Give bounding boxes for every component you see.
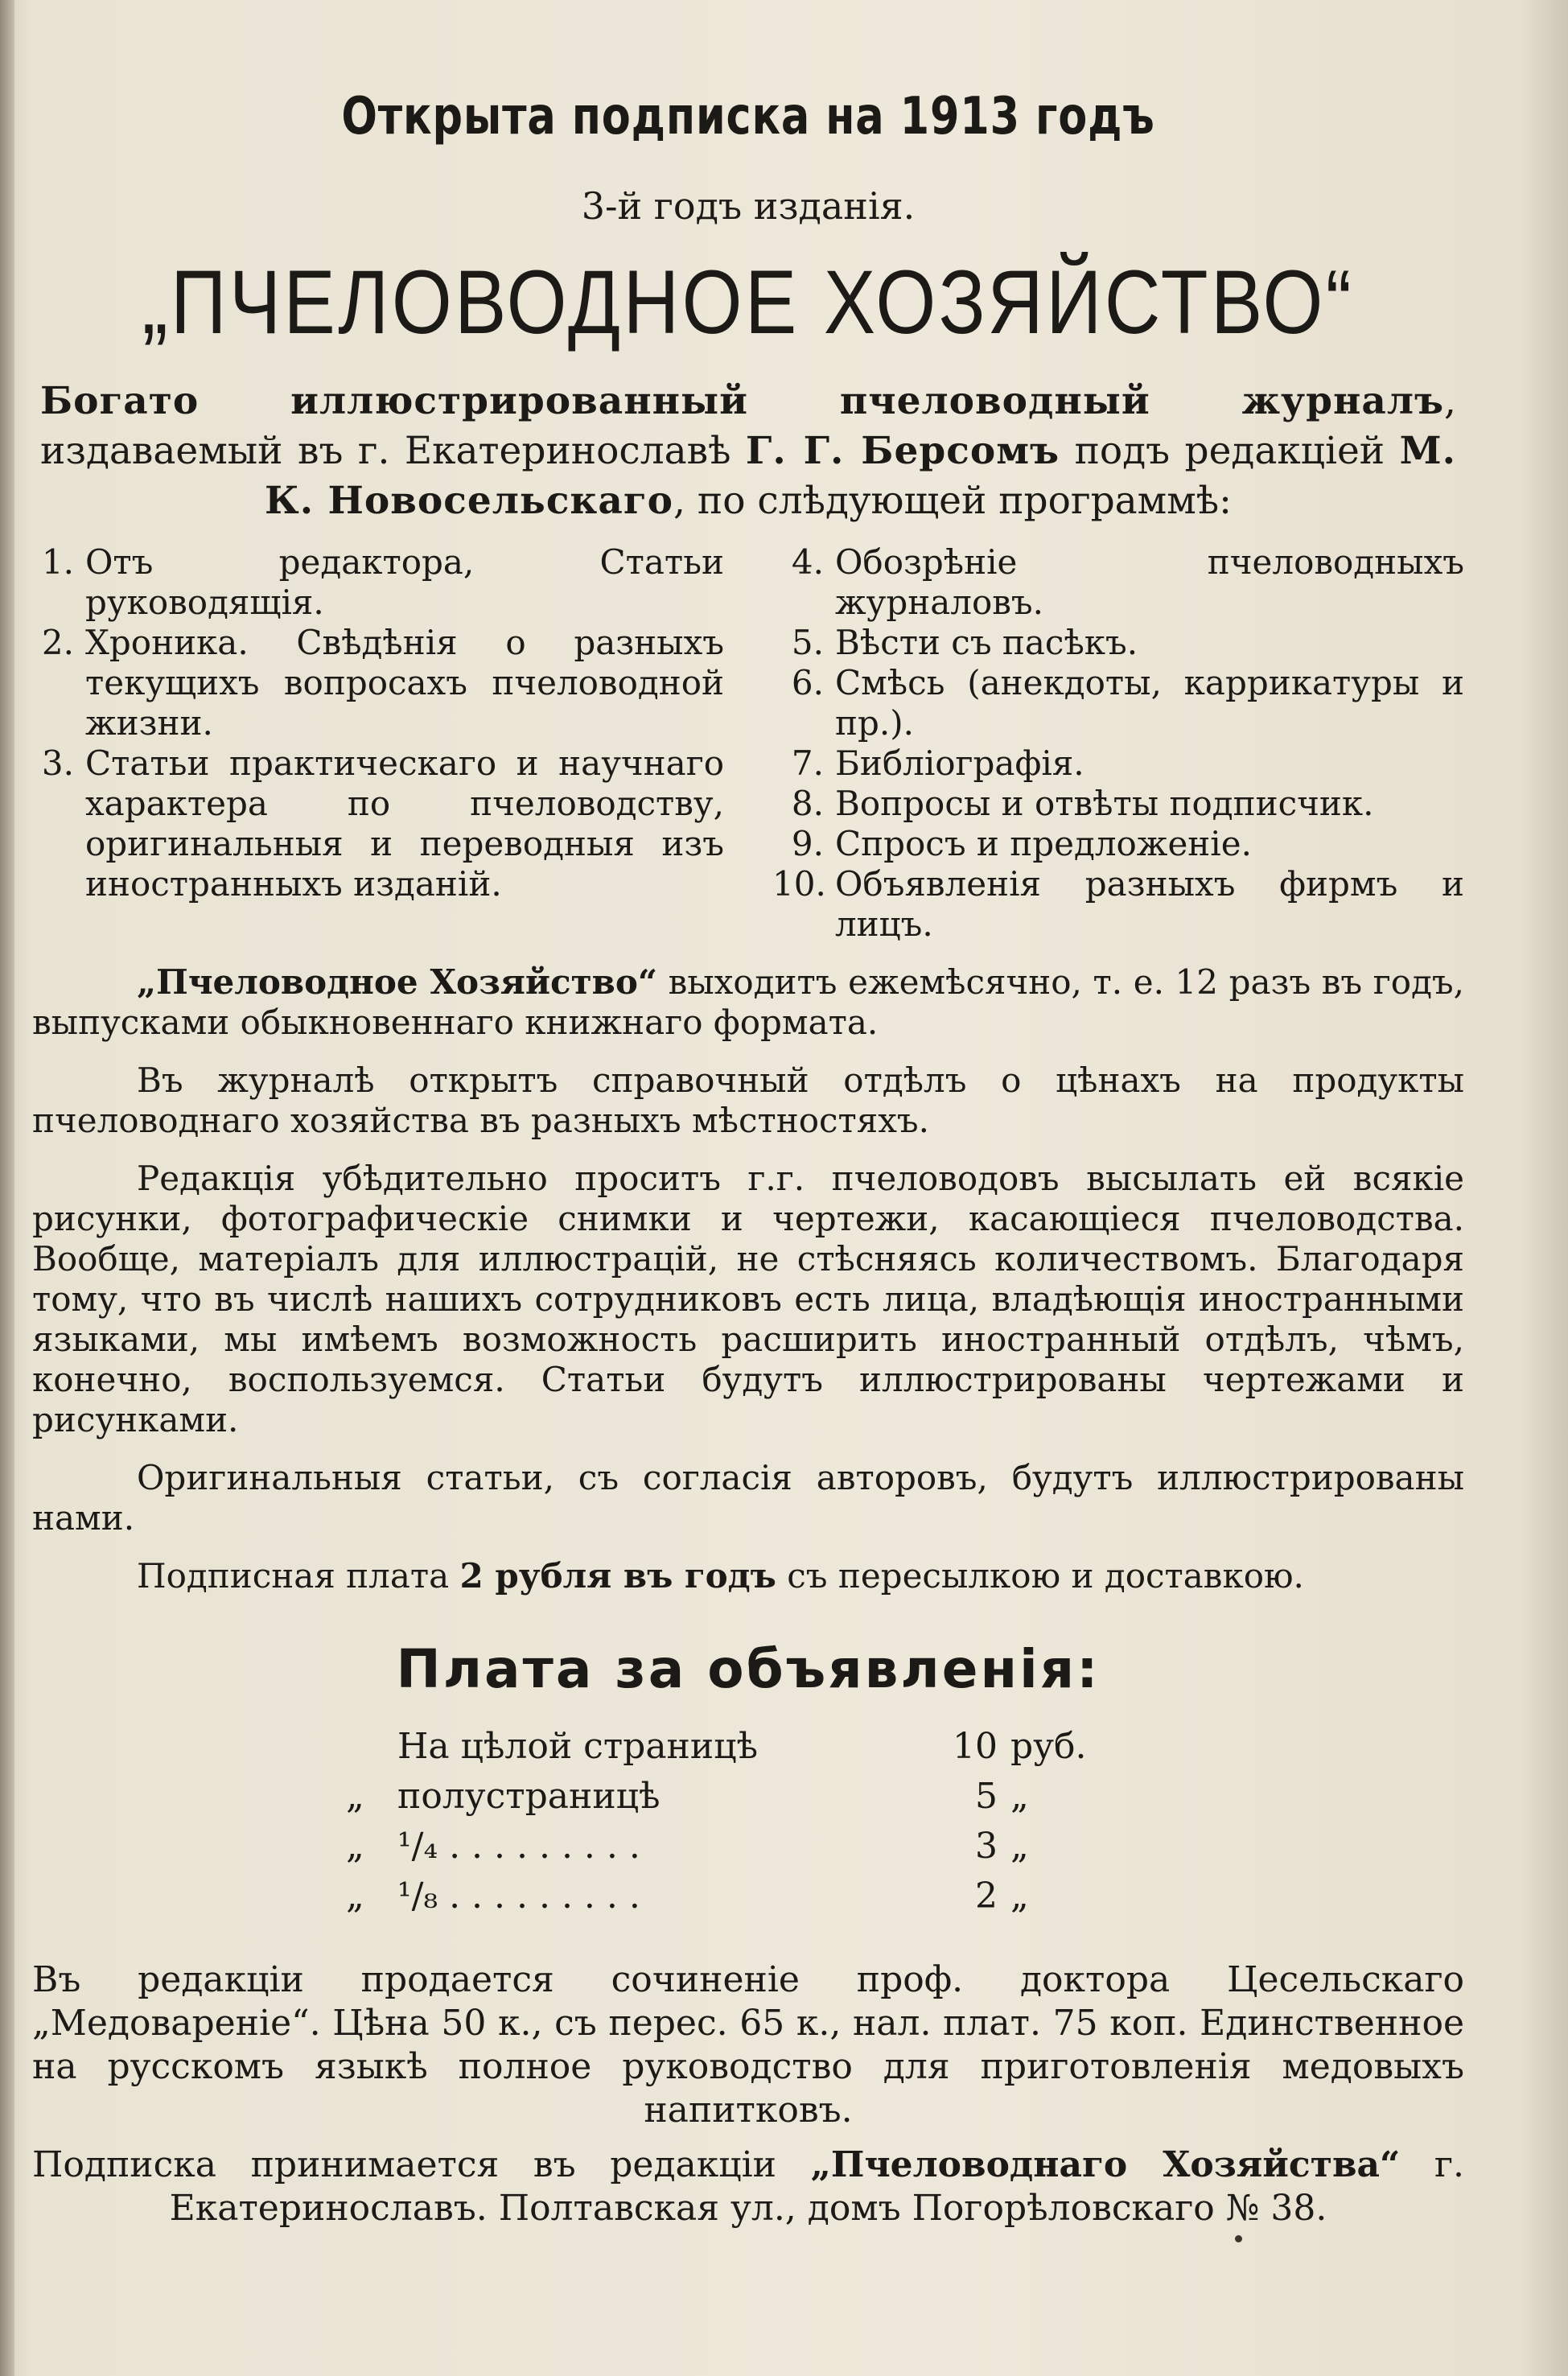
footer-address [32,2143,1464,2230]
program-item-number: 3. [41,743,74,783]
program-column-right [772,542,1464,945]
footer-text-a: Подписка принимается въ редакціи [32,2144,811,2185]
program-item-text: Смѣсь (анекдоты, каррикатуры и пр.). [835,663,1464,743]
subscription-price-text-b: съ пересылкою и доставкою. [776,1556,1304,1596]
header [32,80,1464,359]
ads-row-label: На цѣлой страницѣ [397,1726,759,1767]
program-item [772,864,1464,945]
ads-row-unit: „ [1010,1826,1029,1867]
program-item [32,743,724,904]
program-item-text: Вопросы и отвѣты подписчик. [835,784,1374,823]
subscription-heading: Открыта подписка на 1913 годъ [341,87,1155,146]
ads-row-label-cell [346,1772,845,1822]
program-item-text: Вѣсти съ пасѣкъ. [835,623,1138,662]
ads-price-table [346,1722,1150,1921]
intro-text-2: подъ редакціей [1060,429,1400,473]
ads-row-price: 2 [975,1876,998,1917]
program-column-left [32,542,724,945]
program-item-text: Отъ редактора, Статьи руководящія. [85,542,724,622]
intro-bold-lead: Богато иллюстрированный пчеловодный журналъ [40,379,1445,423]
subscription-price-amount: 2 рубля въ годъ [459,1556,776,1596]
program-item [772,743,1464,784]
journal-title: „ПЧЕЛОВОДНОЕ ХОЗЯЙСТВО“ [142,252,1355,352]
ink-dot [1235,2235,1242,2242]
paragraph-subscription-price [32,1556,1464,1596]
ads-row [346,1822,1150,1872]
ditto-mark: „ [346,1876,364,1917]
intro-text-3: , по слѣдующей программѣ: [673,479,1232,523]
paragraph-frequency-text: выходитъ ежемѣсячно, т. е. 12 разъ въ годъ, выпусками обыкновеннаго книжнаго формата. [32,962,1464,1042]
program-item-number: 2. [41,623,74,662]
footer-text-b: г. Екатеринославъ. Полтавская ул., домъ Погорѣловскаго № 38. [169,2144,1465,2229]
journal-name-inline: „Пчеловодное Хозяйство“ [137,962,658,1002]
program-item-number: 6. [791,663,824,702]
program-item-number: 9. [791,824,824,863]
program-item [32,623,724,743]
program-item-number: 7. [791,743,824,783]
program-item-text: Обозрѣніе пчеловодныхъ журналовъ. [835,542,1464,622]
ads-row-unit: „ [1010,1776,1029,1817]
page-edge-shadow [1520,0,1568,2376]
program-item-text: Спросъ и предложеніе. [835,824,1252,863]
program-item-number: 5. [791,623,824,662]
ads-row-label: ¹/₄ . . . . . . . . . [397,1826,640,1867]
ads-row-price: 10 [953,1726,998,1767]
paragraph-illustrations: Редакція убѣдительно проситъ г.г. пчеловодовъ высылать ей всякіе рисунки, фотографическіе снимки и чертежи, касающіеся пчеловодства. Вообще, матеріалъ для иллюстрацій, не стѣсняясь количествомъ. Благодаря тому, что въ числѣ нашихъ сотрудниковъ есть лица, владѣющія иностранными языками, мы имѣемъ возможность расширить иностранный отдѣлъ, чѣмъ, конечно, воспользуемся. Статьи будутъ иллюстрированы чертежами и рисунками. [32,1159,1464,1439]
ads-row-price: 3 [975,1826,998,1867]
subscription-price-text-a: Подписная плата [137,1556,460,1596]
ads-row-label: полустраницѣ [397,1776,661,1817]
ads-row [346,1872,1150,1921]
editor-name: М. К. Новосельскаго [265,429,1456,523]
book-notice: Въ редакціи продается сочиненіе проф. доктора Цесельскаго „Медовареніе“. Цѣна 50 к., съ перес. 65 к., нал. плат. 75 коп. Единственное на русскомъ языкѣ полное руководство для приготовленія медовыхъ напитковъ. [32,1959,1464,2131]
ads-row-unit: „ [1010,1876,1029,1917]
paragraph-frequency [32,962,1464,1043]
program-item [32,542,724,623]
page-spine-shadow [0,0,14,2376]
program-item-number: 8. [791,784,824,823]
ads-row-unit: руб. [1010,1726,1087,1767]
ads-row-label-cell [346,1822,845,1872]
program-item [772,824,1464,864]
ads-row-label-cell [346,1872,845,1921]
ads-row-label: ¹/₈ . . . . . . . . . [397,1876,640,1917]
paragraph-original-articles: Оригинальныя статьи, съ согласія авторовъ, будутъ иллюстрированы нами. [32,1458,1464,1538]
document-body [32,80,1464,2230]
ditto-mark: „ [346,1776,364,1817]
ads-row-price: 5 [975,1776,998,1817]
program-item [772,663,1464,743]
paragraph-prices-section: Въ журналѣ открытъ справочный отдѣлъ о цѣнахъ на продукты пчеловоднаго хозяйства въ разныхъ мѣстностяхъ. [32,1060,1464,1140]
program-item [772,623,1464,663]
program-list [32,542,1464,945]
ads-heading: Плата за объявленія: [396,1638,1101,1700]
ads-row [346,1722,1150,1772]
program-item-number: 1. [41,542,74,582]
program-item-text: Библіографія. [835,743,1084,783]
program-item [772,784,1464,824]
ads-row-label-cell [346,1722,845,1772]
footer-journal-name: „Пчеловоднаго Хозяйства“ [810,2144,1401,2185]
program-item-text: Хроника. Свѣдѣнія о разныхъ текущихъ вопросахъ пчеловодной жизни. [85,623,724,743]
ads-row [346,1772,1150,1822]
ditto-mark: „ [346,1826,364,1867]
program-item-text: Объявленія разныхъ фирмъ и лицъ. [835,864,1464,944]
publisher-name: Г. Г. Берсомъ [745,429,1060,473]
program-item-number: 4. [791,542,824,582]
program-item-text: Статьи практическаго и научнаго характера по пчеловодству, оригинальныя и переводныя изъ иностранныхъ изданій. [85,743,724,904]
edition-line: 3-й годъ изданія. [581,184,916,228]
intro-text-1: , издаваемый въ г. Екатеринославѣ [40,379,1456,473]
program-item [772,542,1464,623]
intro-paragraph [32,377,1464,526]
program-item-number: 10. [772,864,826,904]
